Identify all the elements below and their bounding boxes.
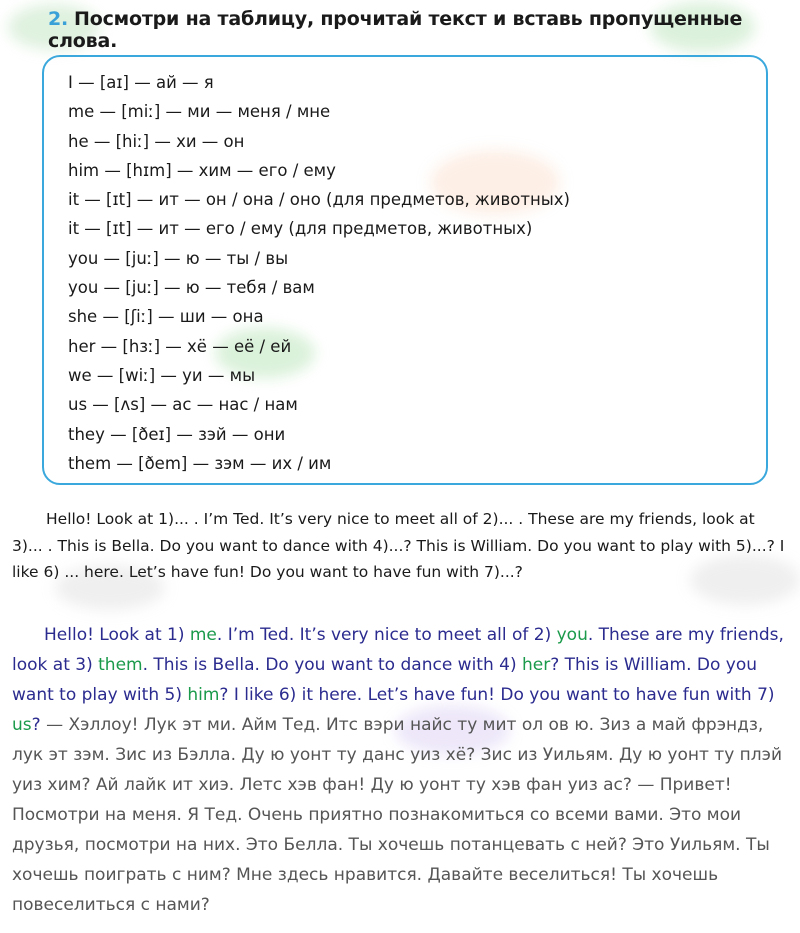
vocabulary-list [68,68,570,478]
vocabulary-row: you — [juː] — ю — тебя / вам [68,278,315,298]
vocabulary-row: they — [ðeɪ] — зэй — они [68,424,286,444]
answer-segment: ? I like 6) it here. Let’s have fun! Do you want to have fun with 7) [219,685,775,705]
task-heading [48,8,788,52]
vocabulary-row: it — [ɪt] — ит — он / она / оно (для предметов, животных) [68,190,570,210]
task-number: 2. [48,8,69,30]
answer-segment: Hello! Look at 1) [44,625,190,645]
answer-fill-5: him [187,685,220,705]
vocabulary-row: he — [hiː] — хи — он [68,131,245,151]
vocabulary-row: it — [ɪt] — ит — его / ему (для предметов, животных) [68,219,533,239]
answer-fill-3: them [98,655,143,675]
vocabulary-row: us — [ʌs] — ас — нас / нам [68,395,298,415]
vocabulary-table [42,55,768,485]
vocabulary-row: you — [juː] — ю — ты / вы [68,248,289,268]
answer-fill-4: her [522,655,551,675]
answer-segment: . I’m Ted. It’s very nice to meet all of 2) [216,625,557,645]
answer-fill-1: me [189,625,217,645]
task-instruction: Посмотри на таблицу, прочитай текст и вставь пропущенные слова. [48,8,743,52]
vocabulary-row: me — [miː] — ми — меня / мне [68,102,331,122]
answer-segment: ? This is William. Do you want to play with 5) [12,655,758,705]
exercise-text: Hello! Look at 1)... . I’m Ted. It’s very nice to meet all of 2)... . These are my friends, look at 3)... . This is Bella. Do you want to dance with 4)...? This is William. Do you want to play with 5)...? I like 6) ... here. Let’s have fun! Do you want to have fun with 7)...? [12,510,785,581]
vocabulary-row: she — [ʃiː] — ши — она [68,307,264,327]
answer-fill-7: us [12,715,32,735]
vocabulary-row: them — [ðem] — зэм — их / им [68,453,332,473]
answer-segment: . These are my friends, look at 3) [12,625,784,675]
answer-segment: ? [31,715,41,735]
answer-fill-2: you [556,625,588,645]
vocabulary-row: we — [wiː] — уи — мы [68,365,256,385]
vocabulary-row: her — [hɜː] — хё — её / ей [68,336,292,356]
answer-transcription-translation: — Хэллоу! Лук эт ми. Айм Тед. Итс вэри найс ту мит ол ов ю. Зиз а май фрэндз, лук эт зэм. Зис из Бэлла. Ду ю уонт ту данс уиз хё? Зис из Уильям. Ду ю уонт ту плэй уиз хим? Ай лайк ит хиэ. Летс хэв фан! Ду ю уонт ту хэв фан уиз ас? — Привет! Посмотри на меня. Я Тед. Очень приятно познакомиться со всеми вами. Это мои друзья, посмотри на них. Это Белла. Ты хочешь потанцевать с ней? Это Уильям. Ты хочешь поиграть с ним? Мне здесь нравится. Давайте веселиться! Ты хочешь повеселиться с нами? [12,715,783,915]
vocabulary-row: I — [aɪ] — ай — я [68,73,214,92]
vocabulary-row: him — [hɪm] — хим — его / ему [68,160,336,180]
answer-paragraph [12,620,788,920]
answer-segment: . This is Bella. Do you want to dance with 4) [142,655,523,675]
